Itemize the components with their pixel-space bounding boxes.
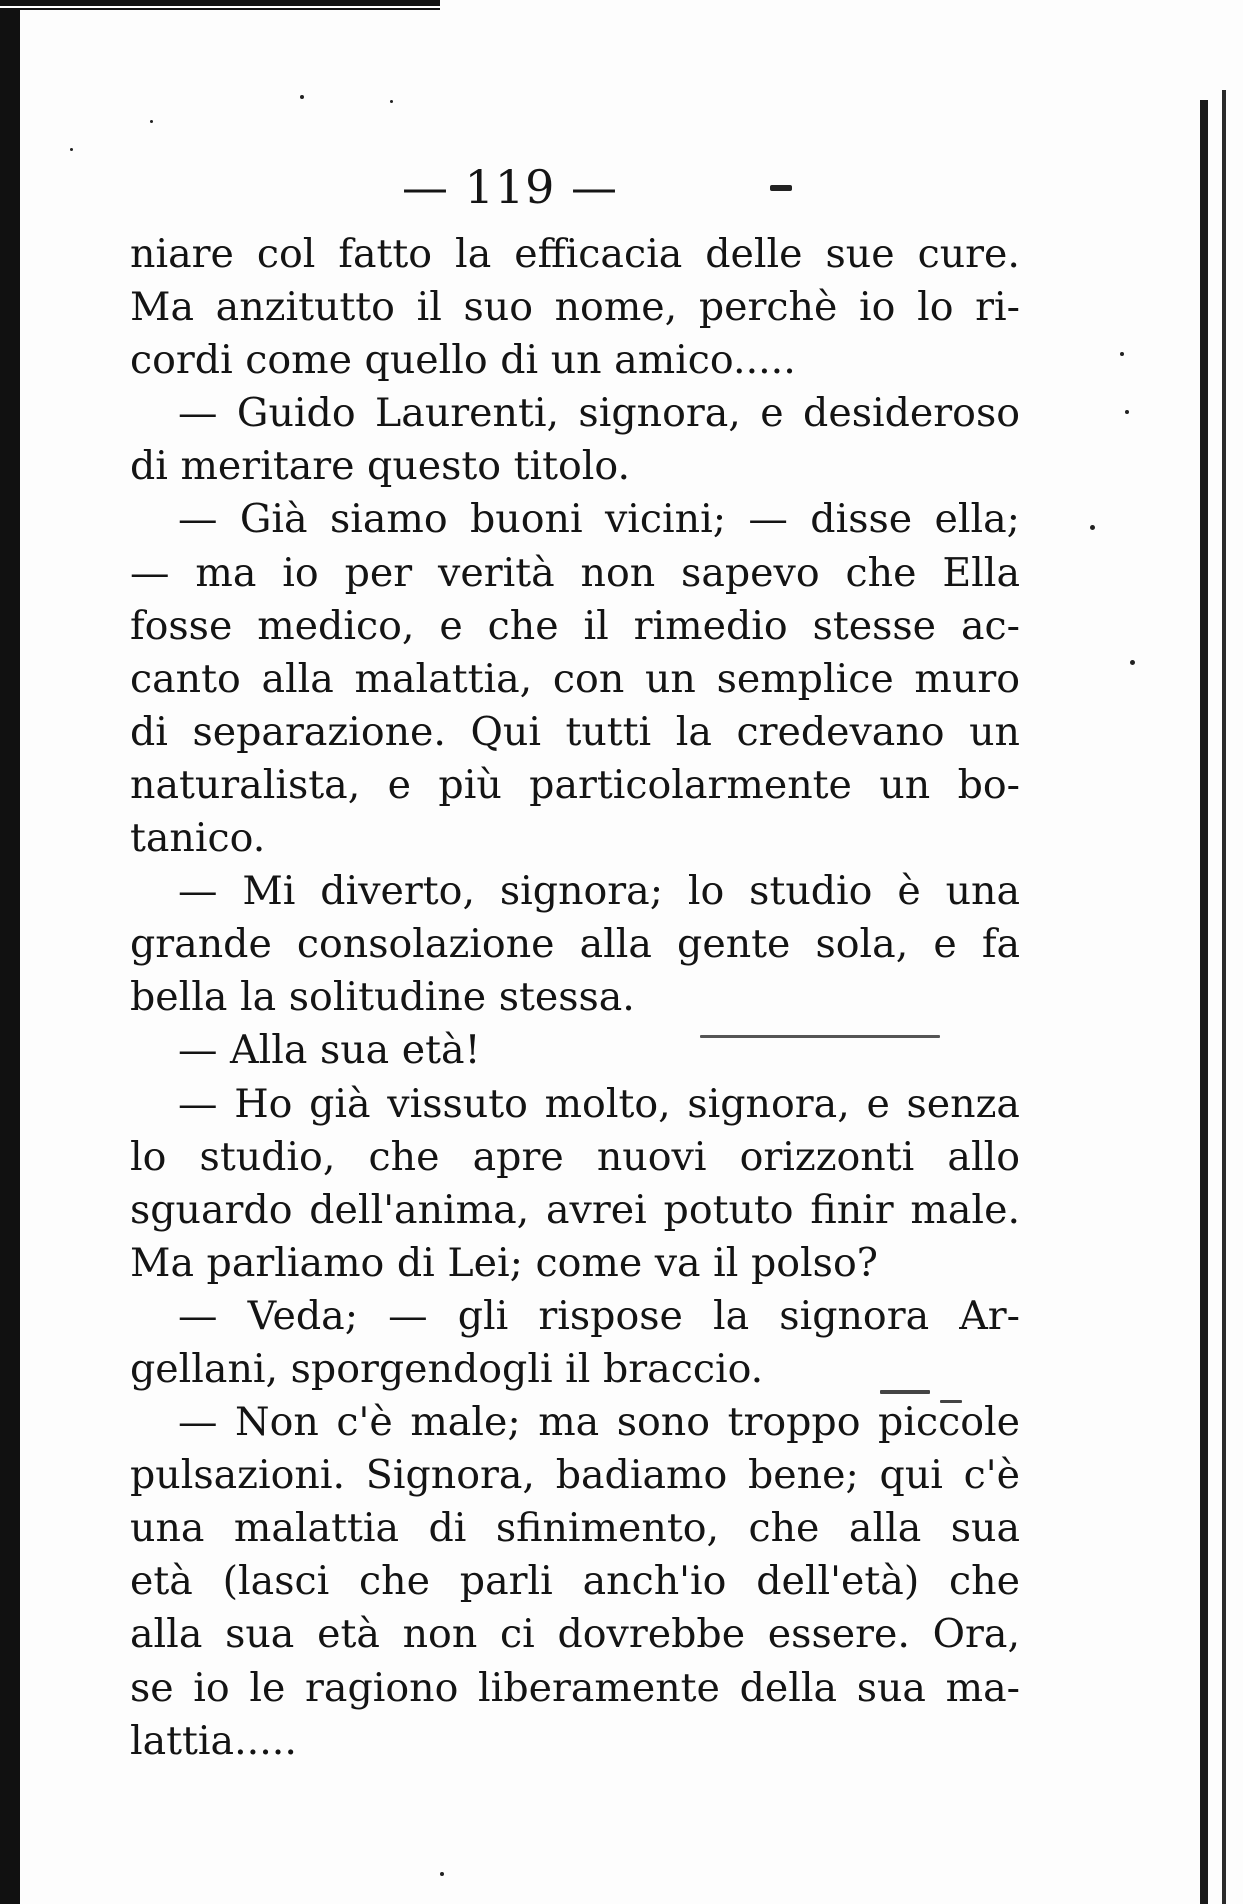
text-line: se io le ragiono liberamente della sua ma- [130, 1664, 1020, 1711]
text-line: età (lasci che parli anch'io dell'età) che [130, 1558, 1020, 1605]
scan-speck [1130, 660, 1135, 665]
text-line: lo studio, che apre nuovi orizzonti allo [130, 1133, 1020, 1180]
text-line: bella la solitudine stessa. [130, 974, 635, 1021]
text-line: — Veda; — gli rispose la signora Ar- [178, 1292, 1020, 1339]
text-line: sguardo dell'anima, avrei potuto finir male. [130, 1186, 1020, 1233]
page-number: — 119 — [401, 160, 619, 214]
scan-speck [70, 148, 73, 151]
text-line: — ma io per verità non sapevo che Ella [130, 549, 1020, 596]
text-line: di meritare questo titolo. [130, 443, 631, 490]
text-line: — Alla sua età! [178, 1027, 481, 1074]
text-line: Ma anzitutto il suo nome, perchè io lo ri- [130, 284, 1020, 331]
text-line: — Ho già vissuto molto, signora, e senza [178, 1080, 1020, 1127]
text-line: lattia..... [130, 1717, 297, 1764]
text-line: niare col fatto la efficacia delle sue cure. [130, 231, 1020, 277]
page-edge-right-thin [1222, 90, 1226, 1904]
text-line: fosse medico, e che il rimedio stesse ac- [130, 602, 1020, 649]
text-line: — Non c'è male; ma sono troppo piccole [178, 1399, 1020, 1446]
scan-speck [150, 120, 153, 123]
text-line: alla sua età non ci dovrebbe essere. Ora, [130, 1611, 1020, 1658]
text-line: di separazione. Qui tutti la credevano un [130, 708, 1020, 755]
text-line: — Mi diverto, signora; lo studio è una [178, 868, 1020, 915]
scan-speck [390, 100, 393, 103]
scan-speck [440, 1872, 444, 1876]
binding-edge-left [0, 0, 20, 1904]
scan-speck [1125, 410, 1129, 414]
text-line: — Guido Laurenti, signora, e desideroso [178, 390, 1020, 437]
text-line: naturalista, e più particolarmente un bo- [130, 761, 1020, 808]
text-line: cordi come quello di un amico..... [130, 337, 796, 384]
text-line: canto alla malattia, con un semplice muro [130, 655, 1020, 702]
scan-speck [1090, 525, 1095, 530]
scan-speck [300, 95, 304, 99]
binding-edge-top [0, 0, 440, 14]
text-line: tanico. [130, 815, 266, 862]
text-line: gellani, sporgendogli il braccio. [130, 1345, 764, 1392]
text-line: grande consolazione alla gente sola, e fa [130, 921, 1020, 968]
scan-speck [1120, 352, 1124, 356]
text-line: pulsazioni. Signora, badiamo bene; qui c'è [130, 1452, 1020, 1499]
page-edge-right [1200, 100, 1208, 1904]
text-line: Ma parliamo di Lei; come va il polso? [130, 1239, 878, 1286]
body-text [130, 228, 1020, 1768]
text-line: una malattia di sfinimento, che alla sua [130, 1505, 1020, 1552]
text-line: — Già siamo buoni vicini; — disse ella; [178, 496, 1020, 543]
